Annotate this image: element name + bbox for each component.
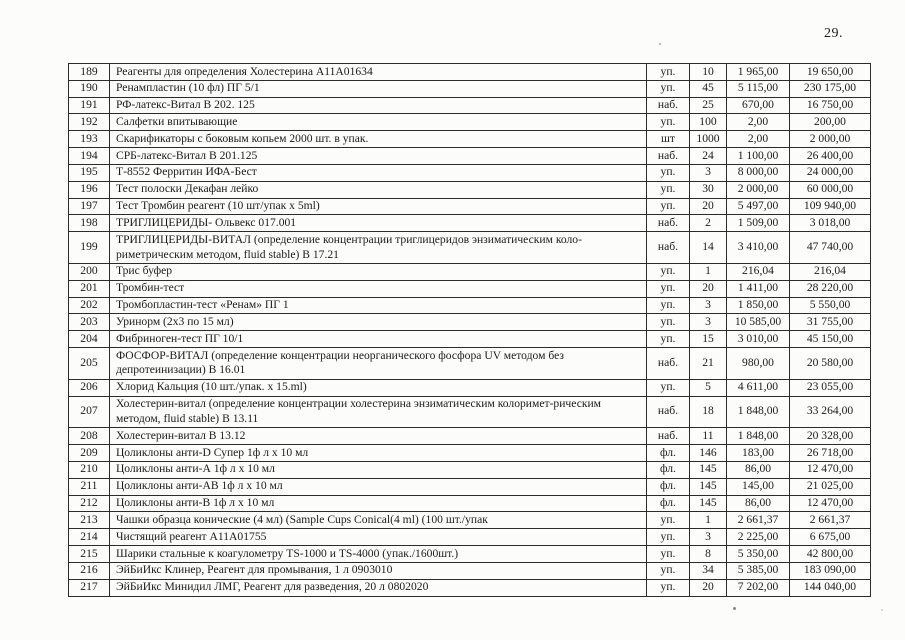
item-unit: фл. <box>647 445 690 462</box>
item-unit: фл. <box>647 478 690 495</box>
item-unit: уп. <box>647 80 690 97</box>
item-unit-price: 8 000,00 <box>727 164 790 181</box>
item-unit: уп. <box>647 114 690 131</box>
item-description: Тромбопластин-тест «Ренам» ПГ 1 <box>110 297 647 314</box>
item-quantity: 20 <box>690 280 727 297</box>
item-unit-price: 5 350,00 <box>727 546 790 563</box>
item-total-price: 183 090,00 <box>790 562 871 579</box>
table-row <box>69 379 871 396</box>
item-unit-price: 145,00 <box>727 478 790 495</box>
row-number: 205 <box>69 348 110 380</box>
table-row <box>69 64 871 81</box>
item-unit-price: 10 585,00 <box>727 314 790 331</box>
item-unit: уп. <box>647 529 690 546</box>
item-quantity: 145 <box>690 478 727 495</box>
item-unit-price: 7 202,00 <box>727 579 790 596</box>
item-quantity: 20 <box>690 579 727 596</box>
row-number: 192 <box>69 114 110 131</box>
item-unit-price: 1 100,00 <box>727 148 790 165</box>
table-row <box>69 461 871 478</box>
item-description: Уринорм (2х3 по 15 мл) <box>110 314 647 331</box>
item-description: ЭйБиИкс Минидил ЛМГ, Реагент для разведения, 20 л 0802020 <box>110 579 647 596</box>
item-total-price: 200,00 <box>790 114 871 131</box>
item-description: ЭйБиИкс Клинер, Реагент для промывания, 1 л 0903010 <box>110 562 647 579</box>
item-unit: уп. <box>647 331 690 348</box>
item-quantity: 1 <box>690 263 727 280</box>
item-quantity: 21 <box>690 348 727 380</box>
table-row <box>69 562 871 579</box>
scan-speck <box>739 586 741 588</box>
table-row <box>69 348 871 380</box>
row-number: 206 <box>69 379 110 396</box>
row-number: 197 <box>69 198 110 215</box>
row-number: 200 <box>69 263 110 280</box>
item-unit-price: 2 000,00 <box>727 181 790 198</box>
item-description: Трис буфер <box>110 263 647 280</box>
item-quantity: 145 <box>690 495 727 512</box>
table-row <box>69 198 871 215</box>
item-unit-price: 183,00 <box>727 445 790 462</box>
item-total-price: 20 328,00 <box>790 428 871 445</box>
item-unit: шт <box>647 131 690 148</box>
table-row <box>69 314 871 331</box>
item-quantity: 20 <box>690 198 727 215</box>
item-total-price: 16 750,00 <box>790 97 871 114</box>
row-number: 201 <box>69 280 110 297</box>
table-row <box>69 478 871 495</box>
item-description: Фибриноген-тест ПГ 10/1 <box>110 331 647 348</box>
row-number: 217 <box>69 579 110 596</box>
row-number: 208 <box>69 428 110 445</box>
item-total-price: 33 264,00 <box>790 396 871 428</box>
item-unit: фл. <box>647 495 690 512</box>
item-unit: уп. <box>647 64 690 81</box>
item-total-price: 5 550,00 <box>790 297 871 314</box>
item-quantity: 11 <box>690 428 727 445</box>
item-description: Тест Тромбин реагент (10 шт/упак x 5ml) <box>110 198 647 215</box>
item-unit-price: 1 850,00 <box>727 297 790 314</box>
row-number: 203 <box>69 314 110 331</box>
item-description: Холестерин-витал В 13.12 <box>110 428 647 445</box>
item-total-price: 109 940,00 <box>790 198 871 215</box>
item-unit-price: 1 509,00 <box>727 215 790 232</box>
item-quantity: 1000 <box>690 131 727 148</box>
table-row <box>69 80 871 97</box>
item-unit: наб. <box>647 215 690 232</box>
item-unit-price: 3 010,00 <box>727 331 790 348</box>
item-quantity: 5 <box>690 379 727 396</box>
table-row <box>69 396 871 428</box>
item-quantity: 8 <box>690 546 727 563</box>
item-description: ФОСФОР-ВИТАЛ (определение концентрации неорганического фосфора UV методом без депротеинизации) В 16.01 <box>110 348 647 380</box>
item-quantity: 30 <box>690 181 727 198</box>
item-total-price: 28 220,00 <box>790 280 871 297</box>
page-number: 29. <box>824 26 843 41</box>
item-unit: уп. <box>647 164 690 181</box>
item-description: Тромбин-тест <box>110 280 647 297</box>
item-total-price: 60 000,00 <box>790 181 871 198</box>
item-unit-price: 980,00 <box>727 348 790 380</box>
item-description: Салфетки впитывающие <box>110 114 647 131</box>
item-description: Шарики стальные к коагулометру TS-1000 и TS-4000 (упак./1600шт.) <box>110 546 647 563</box>
item-description: Т-8552 Ферритин ИФА-Бест <box>110 164 647 181</box>
item-unit-price: 1 411,00 <box>727 280 790 297</box>
row-number: 191 <box>69 97 110 114</box>
item-unit: уп. <box>647 181 690 198</box>
item-description: Цоликлоны анти-В 1ф л х 10 мл <box>110 495 647 512</box>
table-row <box>69 297 871 314</box>
row-number: 194 <box>69 148 110 165</box>
table-row <box>69 512 871 529</box>
item-description: Чистящий реагент А11А01755 <box>110 529 647 546</box>
item-quantity: 3 <box>690 529 727 546</box>
item-unit: наб. <box>647 348 690 380</box>
item-total-price: 24 000,00 <box>790 164 871 181</box>
item-description: СРБ-латекс-Витал В 201.125 <box>110 148 647 165</box>
item-quantity: 2 <box>690 215 727 232</box>
table-row <box>69 97 871 114</box>
item-quantity: 100 <box>690 114 727 131</box>
table-row <box>69 131 871 148</box>
item-description: Реагенты для определения Холестерина А11А01634 <box>110 64 647 81</box>
scan-speck <box>881 609 883 611</box>
item-total-price: 23 055,00 <box>790 379 871 396</box>
item-unit: уп. <box>647 198 690 215</box>
item-total-price: 21 025,00 <box>790 478 871 495</box>
item-unit-price: 86,00 <box>727 495 790 512</box>
row-number: 212 <box>69 495 110 512</box>
row-number: 202 <box>69 297 110 314</box>
item-description: ТРИГЛИЦЕРИДЫ- Ольвекс 017.001 <box>110 215 647 232</box>
item-unit-price: 216,04 <box>727 263 790 280</box>
item-unit: уп. <box>647 379 690 396</box>
item-unit: уп. <box>647 512 690 529</box>
item-total-price: 20 580,00 <box>790 348 871 380</box>
item-description: Цоликлоны анти-D Супер 1ф л х 10 мл <box>110 445 647 462</box>
item-description: Цоликлоны анти-АВ 1ф л х 10 мл <box>110 478 647 495</box>
item-unit: уп. <box>647 314 690 331</box>
item-unit-price: 5 385,00 <box>727 562 790 579</box>
item-total-price: 3 018,00 <box>790 215 871 232</box>
item-unit-price: 2,00 <box>727 131 790 148</box>
row-number: 213 <box>69 512 110 529</box>
item-unit-price: 1 848,00 <box>727 428 790 445</box>
row-number: 210 <box>69 461 110 478</box>
item-unit: уп. <box>647 280 690 297</box>
row-number: 190 <box>69 80 110 97</box>
table-row <box>69 114 871 131</box>
items-table <box>68 63 871 597</box>
item-total-price: 12 470,00 <box>790 495 871 512</box>
item-total-price: 31 755,00 <box>790 314 871 331</box>
table-row <box>69 148 871 165</box>
item-unit-price: 5 115,00 <box>727 80 790 97</box>
table-row <box>69 280 871 297</box>
item-total-price: 6 675,00 <box>790 529 871 546</box>
item-unit: фл. <box>647 461 690 478</box>
item-total-price: 26 400,00 <box>790 148 871 165</box>
item-quantity: 24 <box>690 148 727 165</box>
row-number: 196 <box>69 181 110 198</box>
item-unit: наб. <box>647 232 690 264</box>
row-number: 207 <box>69 396 110 428</box>
item-quantity: 25 <box>690 97 727 114</box>
table-row <box>69 445 871 462</box>
row-number: 209 <box>69 445 110 462</box>
item-unit: наб. <box>647 428 690 445</box>
table-row <box>69 181 871 198</box>
item-description: Тест полоски Декафан лейко <box>110 181 647 198</box>
item-quantity: 10 <box>690 64 727 81</box>
item-unit-price: 2,00 <box>727 114 790 131</box>
row-number: 216 <box>69 562 110 579</box>
item-unit-price: 86,00 <box>727 461 790 478</box>
item-quantity: 34 <box>690 562 727 579</box>
table-row <box>69 164 871 181</box>
item-quantity: 18 <box>690 396 727 428</box>
item-total-price: 19 650,00 <box>790 64 871 81</box>
row-number: 195 <box>69 164 110 181</box>
item-quantity: 3 <box>690 164 727 181</box>
item-unit: уп. <box>647 263 690 280</box>
scan-speck <box>659 43 661 45</box>
item-description: Скарификаторы с боковым копьем 2000 шт. в упак. <box>110 131 647 148</box>
item-quantity: 3 <box>690 297 727 314</box>
table-row <box>69 232 871 264</box>
item-quantity: 146 <box>690 445 727 462</box>
item-unit-price: 1 848,00 <box>727 396 790 428</box>
row-number: 211 <box>69 478 110 495</box>
item-description: ТРИГЛИЦЕРИДЫ-ВИТАЛ (определение концентрации триглицеридов энзиматическим коло-риметрическим методом, fluid stable) В 17.21 <box>110 232 647 264</box>
table-row <box>69 579 871 596</box>
item-total-price: 42 800,00 <box>790 546 871 563</box>
item-unit: уп. <box>647 562 690 579</box>
item-description: Ренампластин (10 фл) ПГ 5/1 <box>110 80 647 97</box>
item-unit-price: 5 497,00 <box>727 198 790 215</box>
item-unit: наб. <box>647 148 690 165</box>
row-number: 204 <box>69 331 110 348</box>
row-number: 198 <box>69 215 110 232</box>
item-unit-price: 670,00 <box>727 97 790 114</box>
item-total-price: 26 718,00 <box>790 445 871 462</box>
table-row <box>69 529 871 546</box>
item-total-price: 230 175,00 <box>790 80 871 97</box>
item-unit-price: 2 661,37 <box>727 512 790 529</box>
item-quantity: 14 <box>690 232 727 264</box>
item-unit-price: 1 965,00 <box>727 64 790 81</box>
table-row <box>69 215 871 232</box>
item-total-price: 2 000,00 <box>790 131 871 148</box>
item-total-price: 216,04 <box>790 263 871 280</box>
table-row <box>69 495 871 512</box>
item-quantity: 45 <box>690 80 727 97</box>
table-row <box>69 546 871 563</box>
row-number: 214 <box>69 529 110 546</box>
scan-speck <box>733 607 736 610</box>
item-unit: уп. <box>647 297 690 314</box>
item-total-price: 12 470,00 <box>790 461 871 478</box>
item-unit: уп. <box>647 546 690 563</box>
table-row <box>69 428 871 445</box>
item-quantity: 1 <box>690 512 727 529</box>
item-description: РФ-латекс-Витал В 202. 125 <box>110 97 647 114</box>
item-unit-price: 3 410,00 <box>727 232 790 264</box>
item-description: Хлорид Кальция (10 шт./упак. х 15.ml) <box>110 379 647 396</box>
item-unit: наб. <box>647 97 690 114</box>
items-table-body <box>69 64 871 597</box>
item-unit: уп. <box>647 579 690 596</box>
table-row <box>69 263 871 280</box>
item-total-price: 144 040,00 <box>790 579 871 596</box>
item-description: Цоликлоны анти-А 1ф л х 10 мл <box>110 461 647 478</box>
item-total-price: 47 740,00 <box>790 232 871 264</box>
item-unit: наб. <box>647 396 690 428</box>
table-row <box>69 331 871 348</box>
item-quantity: 3 <box>690 314 727 331</box>
item-unit-price: 2 225,00 <box>727 529 790 546</box>
item-description: Холестерин-витал (определение концентрации холестерина энзиматическим колоримет-рическим методом, fluid stable) В 13.11 <box>110 396 647 428</box>
item-quantity: 145 <box>690 461 727 478</box>
item-total-price: 45 150,00 <box>790 331 871 348</box>
item-unit-price: 4 611,00 <box>727 379 790 396</box>
item-description: Чашки образца конические (4 мл) (Sample Cups Conical(4 ml) (100 шт./упак <box>110 512 647 529</box>
row-number: 189 <box>69 64 110 81</box>
item-total-price: 2 661,37 <box>790 512 871 529</box>
item-quantity: 15 <box>690 331 727 348</box>
row-number: 215 <box>69 546 110 563</box>
row-number: 199 <box>69 232 110 264</box>
row-number: 193 <box>69 131 110 148</box>
